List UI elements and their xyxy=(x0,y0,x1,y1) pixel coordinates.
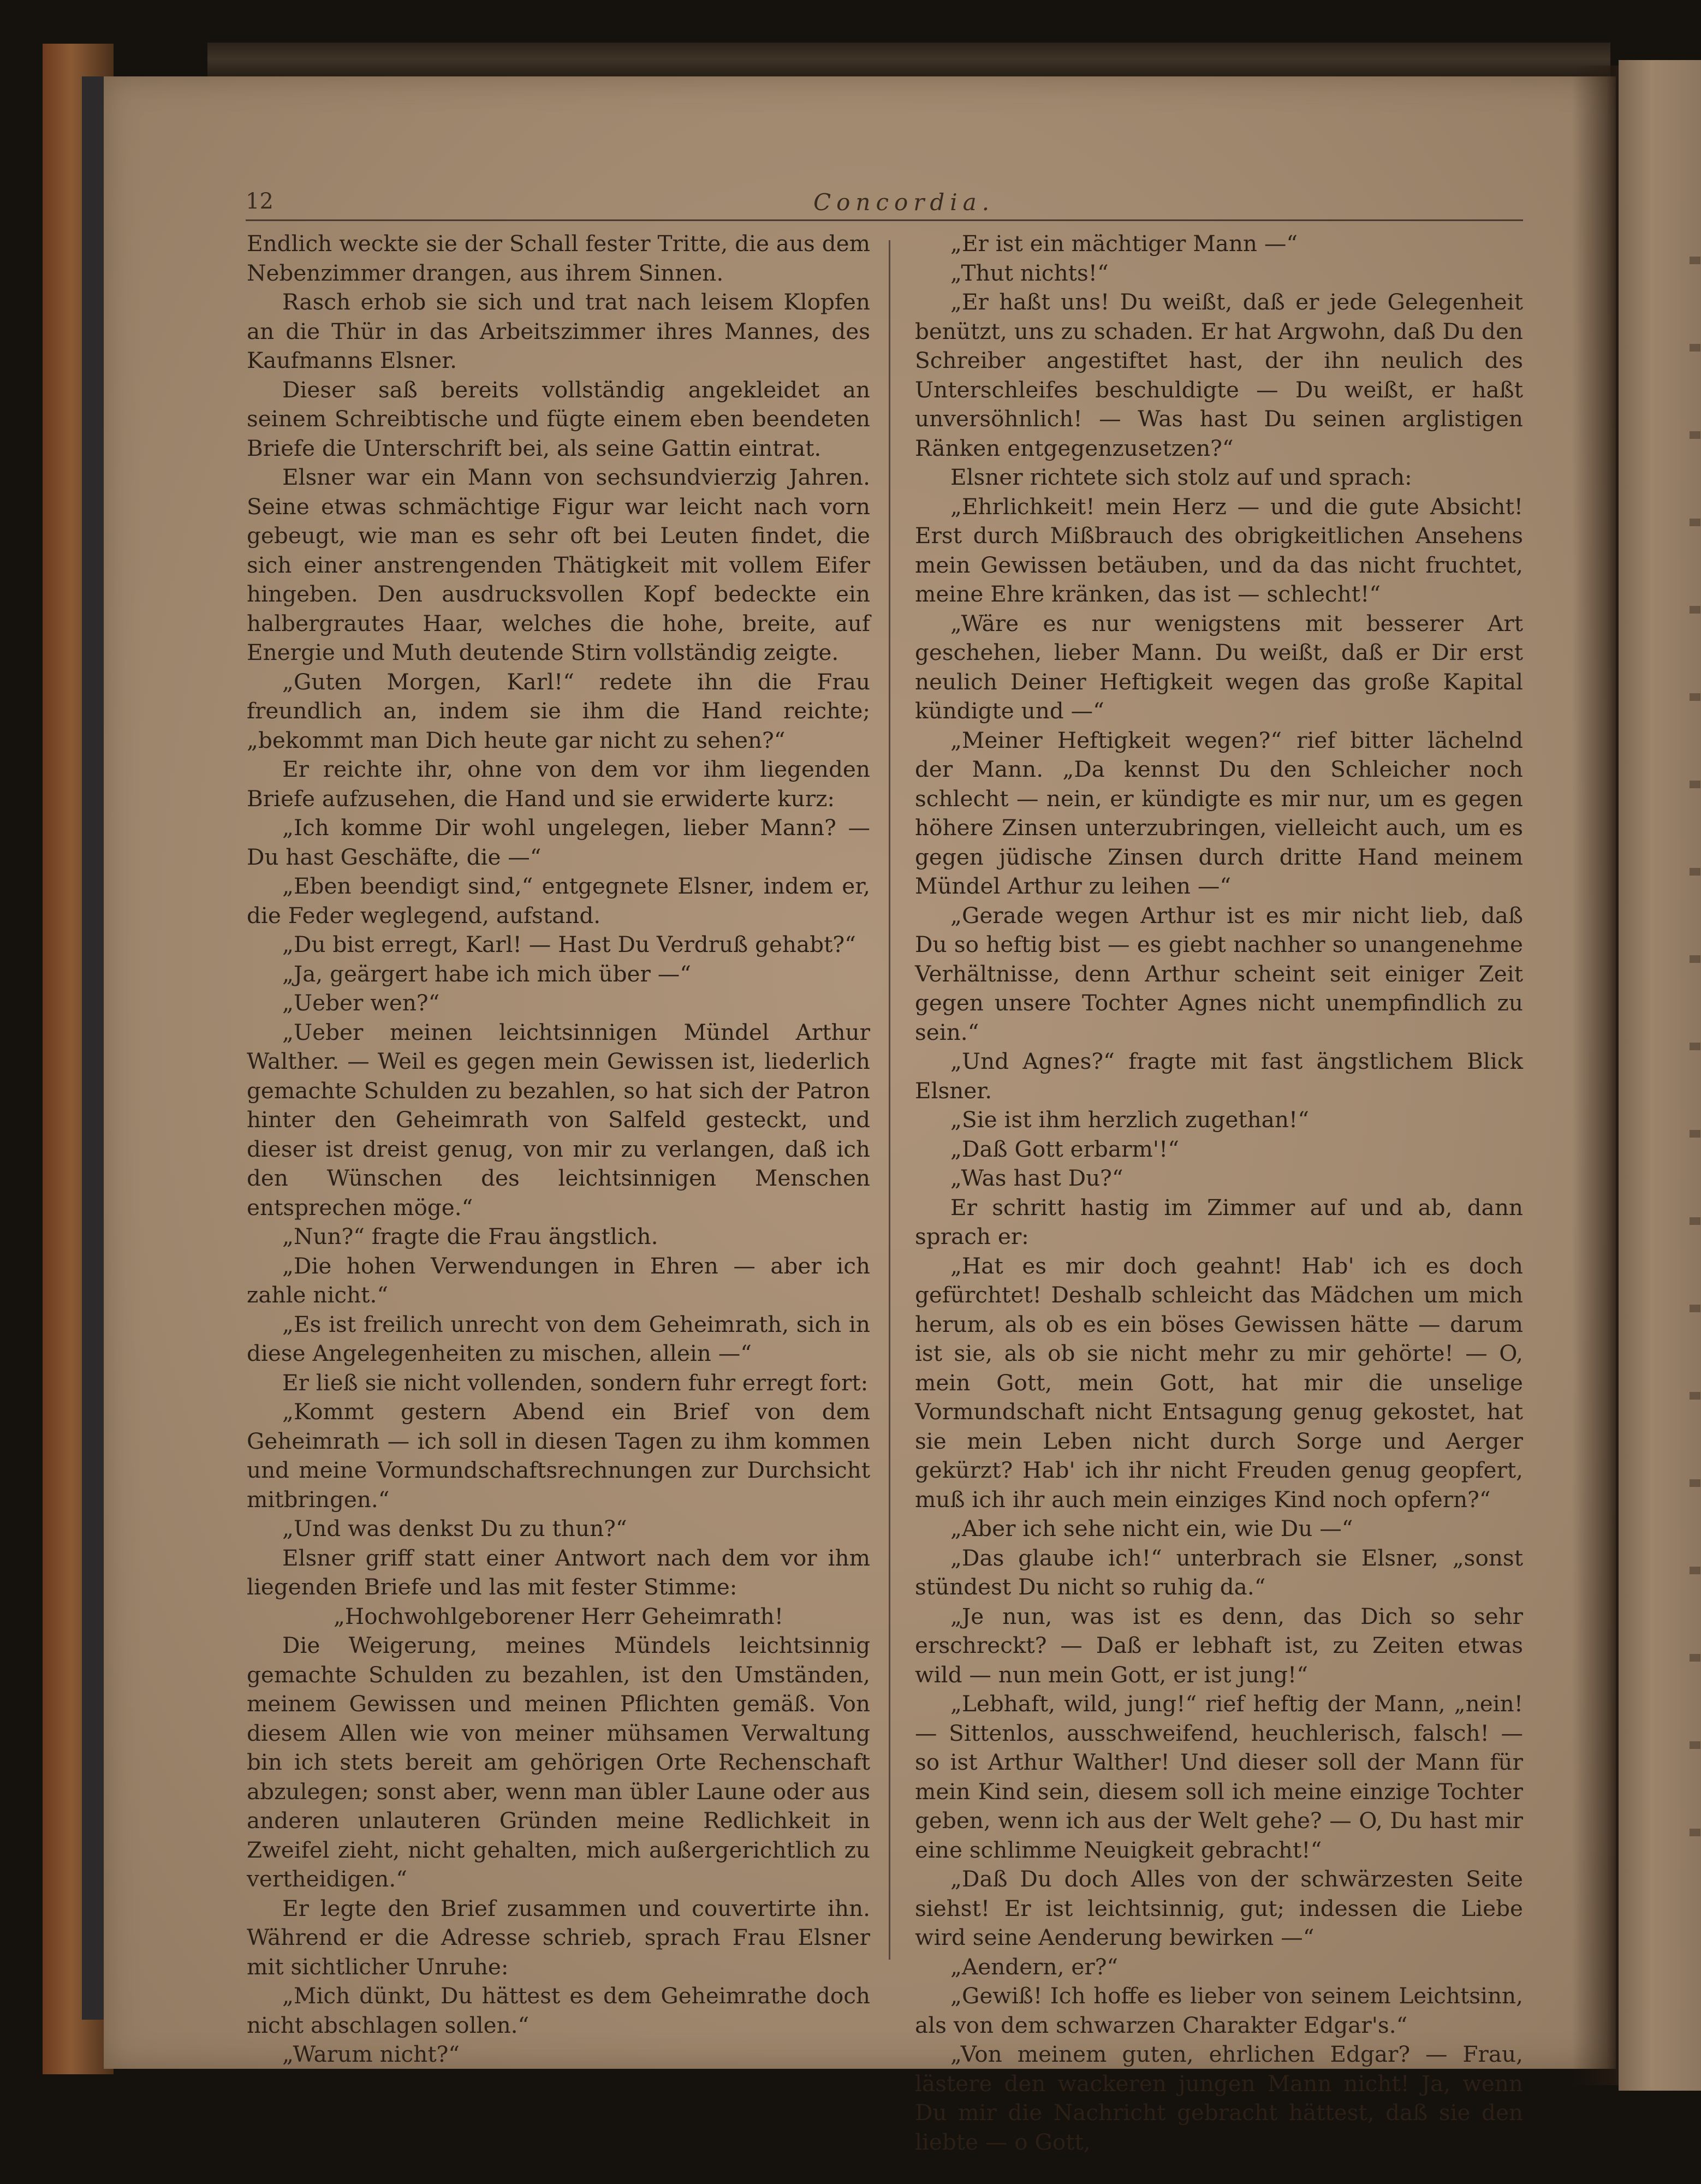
paragraph: Endlich weckte sie der Schall fester Tritte, die aus dem Nebenzimmer drangen, aus ihrem Sinnen. xyxy=(247,230,870,286)
paragraph: „Daß Gott erbarm'!“ xyxy=(950,1135,1179,1162)
facing-page-edge xyxy=(1619,60,1701,2091)
left-column xyxy=(247,229,870,2069)
paragraph: „Thut nichts!“ xyxy=(950,259,1109,286)
paragraph: „Hat es mir doch geahnt! Hab' ich es doch gefürchtet! Deshalb schleicht das Mädchen um mich herum, als ob es ein böses Gewissen hätte — darum ist sie, als ob sie nicht mehr zu mir gehörte! — O, mein Gott, mein Gott, hat mir die unselige Vormundschaft nicht Entsagung genug gekostet, hat sie mein Leben nicht durch Sorge und Aerger gekürzt? Hab' ich ihr nicht Freuden genug geopfert, muß ich ihr auch mein einziges Kind noch opfern?“ xyxy=(915,1252,1523,1513)
paragraph: „Nun?“ fragte die Frau ängstlich. xyxy=(282,1223,658,1249)
paragraph: Elsner war ein Mann von sechsundvierzig Jahren. Seine etwas schmächtige Figur war leicht nach vorn gebeugt, wie man es sehr oft bei Leuten findet, die sich einer anstrengenden Thätigkeit mit vollem Eifer hingeben. Den ausdrucksvollen Kopf bedeckte ein halbergrautes Haar, welches die hohe, breite, auf Energie und Muth deutende Stirn vollständig zeigte. xyxy=(247,464,870,665)
paragraph: Rasch erhob sie sich und trat nach leisem Klopfen an die Thür in das Arbeitszimmer ihres Mannes, des Kaufmanns Elsner. xyxy=(247,289,870,373)
paragraph: „Die hohen Verwendungen in Ehren — aber ich zahle nicht.“ xyxy=(247,1252,870,1308)
paragraph: Die Weigerung, meines Mündels leichtsinnig gemachte Schulden zu bezahlen, ist den Umständen, meinem Gewissen und meinen Pflichten gemäß. Von diesem Allen wie von meiner mühsamen Verwaltung bin ich stets bereit am gehörigen Orte Rechenschaft abzulegen; sonst aber, wenn man übler Laune oder aus anderen unlauteren Gründen meine Redlichkeit in Zweifel zieht, nicht gehalten, mich außergerichtlich zu vertheidigen.“ xyxy=(247,1632,870,1892)
page-number: 12 xyxy=(246,189,273,214)
paragraph: „Ja, geärgert habe ich mich über —“ xyxy=(282,960,691,987)
paragraph: „Gerade wegen Arthur ist es mir nicht lieb, daß Du so heftig bist — es giebt nachher so unangenehme Verhältnisse, denn Arthur scheint seit einiger Zeit gegen unsere Tochter Agnes nicht unempfindlich zu sein.“ xyxy=(915,902,1523,1045)
column-divider xyxy=(889,240,890,1960)
paragraph: „Warum nicht?“ xyxy=(282,2041,460,2067)
gutter-shadow xyxy=(1572,66,1621,2085)
paragraph: „Gewiß! Ich hoffe es lieber von seinem Leichtsinn, als von dem schwarzen Charakter Edgar's.“ xyxy=(915,1983,1523,2038)
paragraph: „Du bist erregt, Karl! — Hast Du Verdruß gehabt?“ xyxy=(282,931,856,957)
paragraph: „Daß Du doch Alles von der schwärzesten Seite siehst! Er ist leichtsinnig, gut; indessen die Liebe wird seine Aenderung bewirken —“ xyxy=(915,1866,1523,1950)
paragraph: „Es ist freilich unrecht von dem Geheimrath, sich in diese Angelegenheiten zu mischen, allein —“ xyxy=(247,1311,870,1366)
paragraph: „Aendern, er?“ xyxy=(950,1953,1119,1980)
paragraph: Er schritt hastig im Zimmer auf und ab, dann sprach er: xyxy=(915,1194,1523,1249)
paragraph: „Sie ist ihm herzlich zugethan!“ xyxy=(950,1106,1309,1133)
paragraph: Dieser saß bereits vollständig angekleidet an seinem Schreibtische und fügte einem eben beendeten Briefe die Unterschrift bei, als seine Gattin eintrat. xyxy=(247,376,870,461)
paragraph: „Hochwohlgeborener Herr Geheimrath! xyxy=(333,1603,784,1629)
header-rule xyxy=(246,219,1523,221)
paragraph: „Ich komme Dir wohl ungelegen, lieber Mann? — Du hast Geschäfte, die —“ xyxy=(247,814,870,870)
paragraph: „Was hast Du?“ xyxy=(950,1165,1123,1191)
right-column xyxy=(915,229,1523,2157)
paragraph: „Eben beendigt sind,“ entgegnete Elsner, indem er, die Feder weglegend, aufstand. xyxy=(247,873,870,929)
page-header xyxy=(246,186,1523,218)
paragraph: „Kommt gestern Abend ein Brief von dem Geheimrath — ich soll in diesen Tagen zu ihm kommen und meine Vormundschaftsrechnungen zur Durchsicht mitbringen.“ xyxy=(247,1399,870,1513)
running-head: Concordia. xyxy=(813,189,995,216)
paragraph: Elsner richtete sich stolz auf und sprach: xyxy=(950,464,1412,490)
paragraph: „Meiner Heftigkeit wegen?“ rief bitter lächelnd der Mann. „Da kennst Du den Schleicher noch schlecht — nein, er kündigte es mir nur, um es gegen höhere Zinsen unterzubringen, vielleicht auch, um es gegen jüdische Zinsen durch dritte Hand meinem Mündel Arthur zu leihen —“ xyxy=(915,727,1523,899)
paragraph: „Das glaube ich!“ unterbrach sie Elsner, „sonst stündest Du nicht so ruhig da.“ xyxy=(915,1544,1523,1600)
paragraph: „Und Agnes?“ fragte mit fast ängstlichem Blick Elsner. xyxy=(915,1048,1523,1104)
paragraph: „Je nun, was ist es denn, das Dich so sehr erschreckt? — Daß er lebhaft ist, zu Zeiten etwas wild — nun mein Gott, er ist jung!“ xyxy=(915,1603,1523,1688)
paragraph: Elsner griff statt einer Antwort nach dem vor ihm liegenden Briefe und las mit fester Stimme: xyxy=(247,1544,870,1600)
paragraph: Er reichte ihr, ohne von dem vor ihm liegenden Briefe aufzusehen, die Hand und sie erwiderte kurz: xyxy=(247,756,870,812)
paragraph: „Und was denkst Du zu thun?“ xyxy=(282,1515,627,1542)
paragraph: „Mich dünkt, Du hättest es dem Geheimrathe doch nicht abschlagen sollen.“ xyxy=(247,1983,870,2038)
paragraph: Er legte den Brief zusammen und couvertirte ihn. Während er die Adresse schrieb, sprach Frau Elsner mit sichtlicher Unruhe: xyxy=(247,1895,870,1980)
paragraph: „Ehrlichkeit! mein Herz — und die gute Absicht! Erst durch Mißbrauch des obrigkeitlichen Ansehens mein Gewissen betäuben, und da das nicht fruchtet, meine Ehre kränken, das ist — schlecht!“ xyxy=(915,493,1523,607)
paragraph: „Ueber wen?“ xyxy=(282,990,440,1016)
paragraph: „Lebhaft, wild, jung!“ rief heftig der Mann, „nein! — Sittenlos, ausschweifend, heuchlerisch, falsch! — so ist Arthur Walther! Und dieser soll der Mann für mein Kind sein, diesem soll ich meine einzige Tochter geben, wenn ich aus der Welt gehe? — O, Du hast mir eine schlimme Neuigkeit gebracht!“ xyxy=(915,1691,1523,1863)
paragraph: „Von meinem guten, ehrlichen Edgar? — Frau, lästere den wackeren jungen Mann nicht! Ja, wenn Du mir die Nachricht gebracht hättest, daß sie den liebte — o Gott, xyxy=(915,2041,1523,2155)
paragraph: „Aber ich sehe nicht ein, wie Du —“ xyxy=(950,1515,1353,1542)
book-binding-top xyxy=(207,43,1610,80)
paragraph: „Guten Morgen, Karl!“ redete ihn die Frau freundlich an, indem sie ihm die Hand reichte; „bekommt man Dich heute gar nicht zu sehen?“ xyxy=(247,668,870,753)
paragraph: „Wäre es nur wenigstens mit besserer Art geschehen, lieber Mann. Du weißt, daß er Dir erst neulich Deiner Heftigkeit wegen das große Kapital kündigte und —“ xyxy=(915,610,1523,724)
paragraph: „Ueber meinen leichtsinnigen Mündel Arthur Walther. — Weil es gegen mein Gewissen ist, liederlich gemachte Schulden zu bezahlen, so hat sich der Patron hinter den Geheimrath von Salfeld gesteckt, und dieser ist dreist genug, von mir zu verlangen, daß ich den Wünschen des leichtsinnigen Menschen entsprechen möge.“ xyxy=(247,1019,870,1221)
paragraph: „Er ist ein mächtiger Mann —“ xyxy=(950,230,1298,257)
paragraph: „Er haßt uns! Du weißt, daß er jede Gelegenheit benützt, uns zu schaden. Er hat Argwohn, daß Du den Schreiber angestiftet hast, der ihn neulich des Unterschleifes beschuldigte — Du weißt, er haßt unversöhnlich! — Was hast Du seinen arglistigen Ränken entgegenzusetzen?“ xyxy=(915,289,1523,461)
paragraph: Er ließ sie nicht vollenden, sondern fuhr erregt fort: xyxy=(282,1369,869,1396)
